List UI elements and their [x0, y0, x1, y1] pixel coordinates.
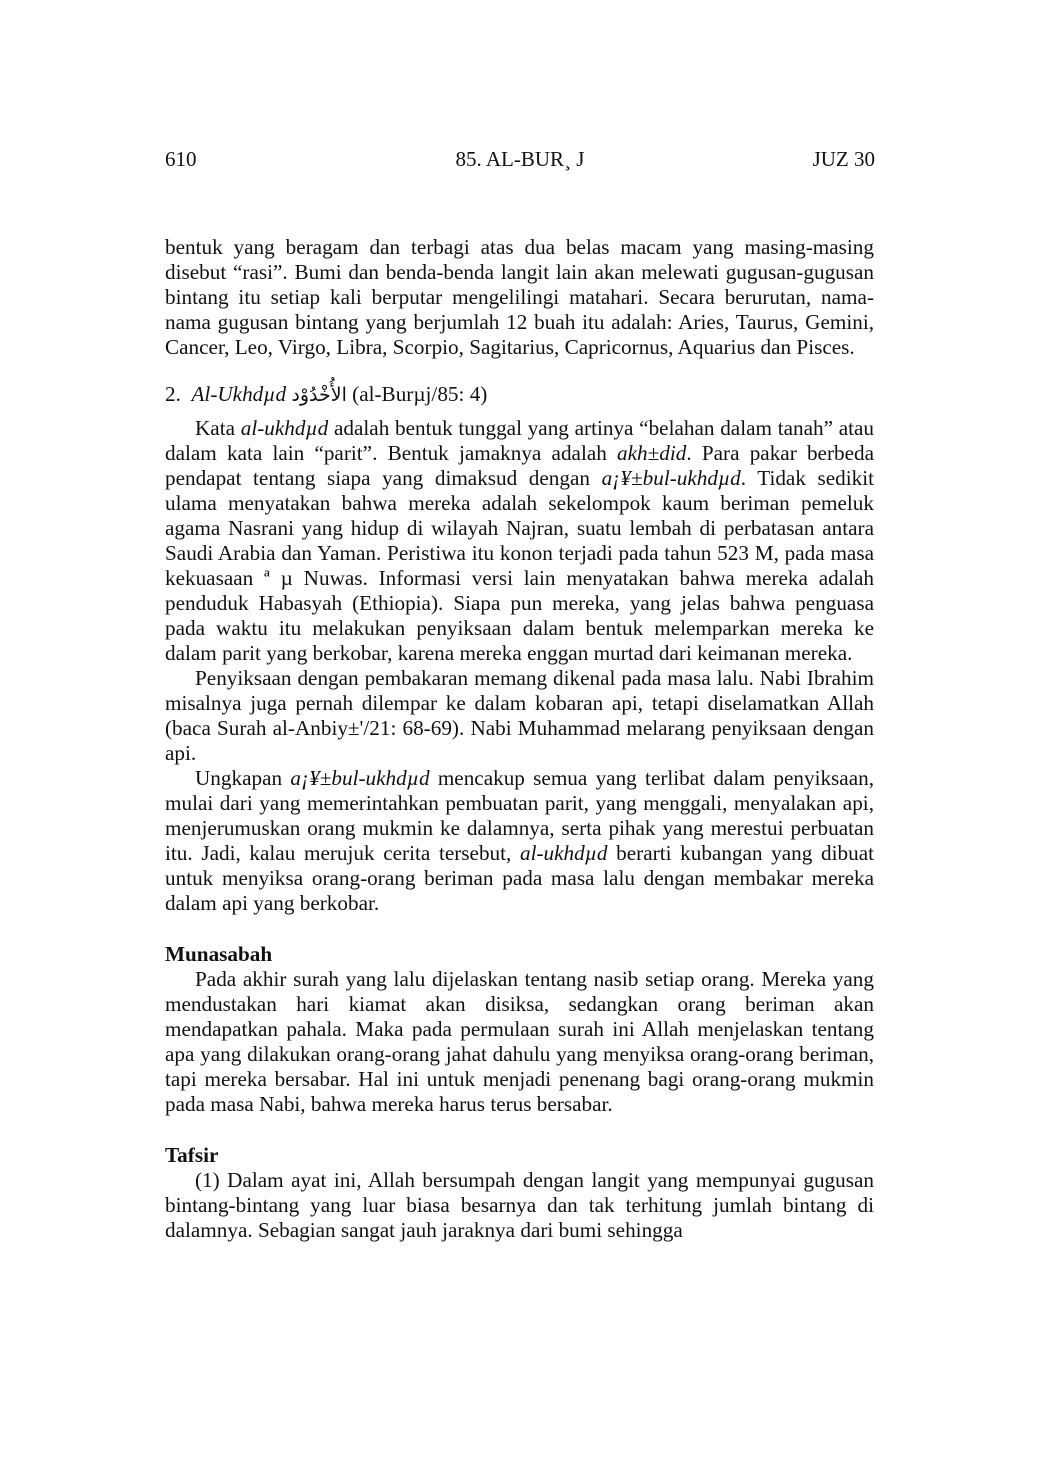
surah-title: 85. AL-BUR¸ J [455, 147, 585, 171]
page-header [165, 144, 875, 174]
juz-label: JUZ 30 [812, 147, 875, 171]
text-run: Kata [195, 416, 241, 440]
vocab-number: 2. [165, 382, 181, 406]
vocab-term: Al-Ukhdµd [191, 382, 287, 406]
tafsir-paragraph: (1) Dalam ayat ini, Allah bersumpah dengan langit yang mempunyai gugusan bintang-bintang yang luar biasa besarnya dan tak terhitung jumlah bintang di dalamnya. Sebagian sangat jauh jaraknya dari bumi sehingga [165, 1168, 874, 1242]
vocab-heading [165, 382, 874, 408]
text-run: . Tidak sedikit ulama menyatakan bahwa mereka adalah sekelompok kaum beriman pemeluk agama Nasrani yang hidup di wilayah Najran, suatu lembah di perbatasan antara Saudi Arabia dan Yaman. Peristiwa itu konon terjadi pada tahun 523 M, pada masa kekuasaan ª µ Nuwas. Informasi versi lain menyatakan bahwa mereka adalah penduduk Habasyah (Ethiopia). Siapa pun mereka, yang jelas bahwa penguasa pada waktu itu melakukan penyiksaan dalam bentuk melemparkan mereka ke dalam parit yang berkobar, karena mereka enggan murtad dari keimanan mereka. [165, 466, 874, 665]
text-run: Ungkapan [195, 766, 291, 790]
intro-paragraph: bentuk yang beragam dan terbagi atas dua belas macam yang masing-masing disebut “rasi”. Bumi dan benda-benda langit lain akan melewati gugusan-gugusan bintang itu setiap kali berputar mengelilingi matahari. Secara berurutan, nama-nama gugusan bintang yang berjumlah 12 buah itu adalah: Aries, Taurus, Gemini, Cancer, Leo, Virgo, Libra, Scorpio, Sagitarius, Capricornus, Aquarius dan Pisces. [165, 235, 874, 359]
vocab-reference: (al-Burµj/85: 4) [352, 382, 488, 406]
text-run: adalah bentuk tunggal yang artinya “belahan dalam tanah” atau dalam kata lain “parit”. Bentuk jamaknya adalah [165, 416, 875, 465]
italic-term: al-ukhdµd [519, 841, 608, 865]
text-run: . Para pakar berbeda pendapat tentang siapa yang dimaksud dengan [165, 441, 874, 490]
vocab-arabic: الأُخْدُوْد [291, 384, 347, 406]
vocab-paragraph-3 [165, 766, 874, 916]
page-number: 610 [165, 147, 197, 171]
italic-term: a¡¥±bul-ukhdµd [601, 466, 741, 490]
munasabah-paragraph: Pada akhir surah yang lalu dijelaskan tentang nasib setiap orang. Mereka yang mendustakan hari kiamat akan disiksa, sedangkan orang beriman akan mendapatkan pahala. Maka pada permulaan surah ini Allah menjelaskan tentang apa yang dilakukan orang-orang jahat dahulu yang menyiksa orang-orang beriman, tapi mereka bersabar. Hal ini untuk menjadi penenang bagi orang-orang mukmin pada masa Nabi, bahwa mereka harus terus bersabar. [165, 967, 874, 1116]
vocab-paragraph-1 [165, 416, 874, 666]
text-run: mencakup semua yang terlibat dalam penyiksaan, mulai dari yang memerintahkan pembuatan parit, yang menggali, menyalakan api, menjerumuskan orang mukmin ke dalamnya, serta pihak yang merestui perbuatan itu. Jadi, kalau merujuk cerita tersebut, [165, 766, 874, 865]
text-run: berarti kubangan yang dibuat untuk menyiksa orang-orang beriman pada masa lalu dengan membakar mereka dalam api yang berkobar. [165, 841, 874, 915]
vocab-paragraph-2: Penyiksaan dengan pembakaran memang dikenal pada masa lalu. Nabi Ibrahim misalnya juga pernah dilempar ke dalam kobaran api, tetapi diselamatkan Allah (baca Surah al-Anbiy±'/21: 68-69). Nabi Muhammad melarang penyiksaan dengan api. [165, 666, 874, 765]
italic-term: al-ukhdµd [240, 416, 329, 440]
italic-term: a¡¥±bul-ukhdµd [290, 766, 430, 790]
page-body [165, 235, 874, 1243]
tafsir-heading: Tafsir [165, 1143, 219, 1167]
italic-term: akh±did [617, 441, 687, 465]
munasabah-heading: Munasabah [165, 942, 273, 966]
